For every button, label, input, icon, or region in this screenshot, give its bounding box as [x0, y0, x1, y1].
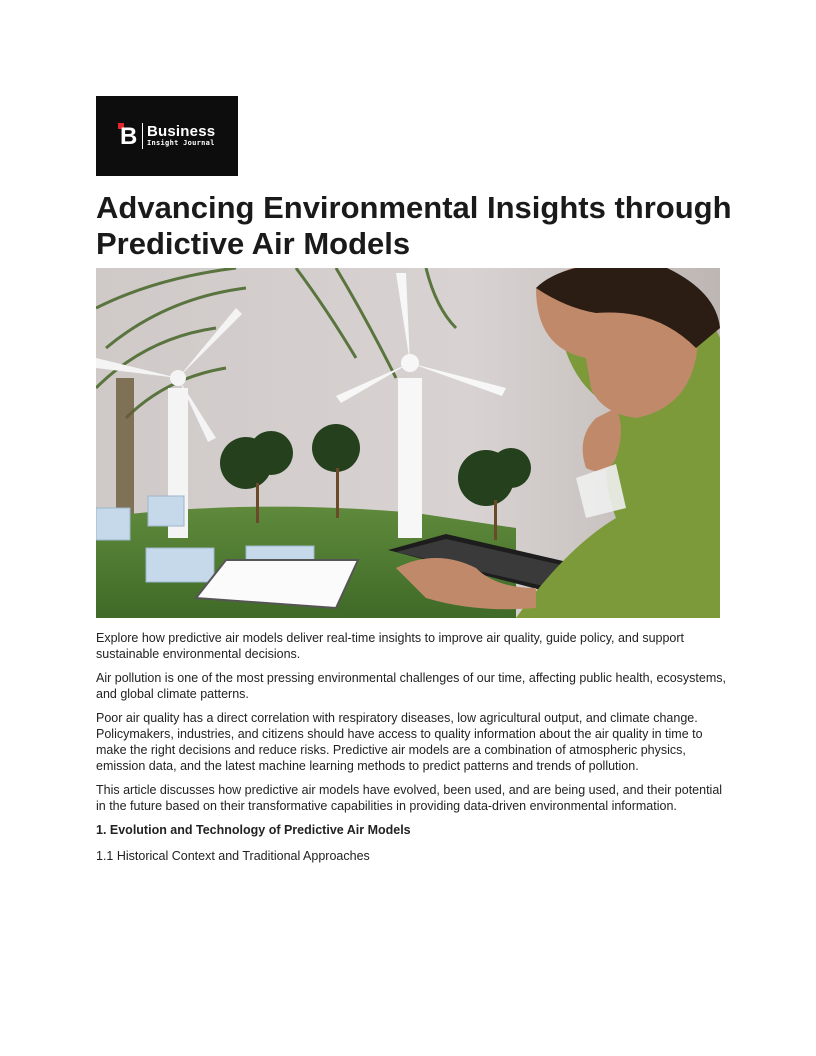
article-paragraph: Explore how predictive air models deliver real-time insights to improve air quality, guide policy, and support sustainable environmental decisions.	[96, 631, 685, 661]
logo-name-line2: Insight Journal	[147, 139, 215, 147]
article-body	[96, 630, 726, 872]
article-paragraph: Air pollution is one of the most pressing environmental challenges of our time, affecting public health, ecosystems, and global climate patterns.	[96, 671, 726, 701]
logo-divider	[142, 123, 143, 149]
wind-turbine-illustration	[96, 268, 720, 618]
article-paragraph: This article discusses how predictive air models have evolved, been used, and are being used, and their potential in the future based on their transformative capabilities in providing data-driven environmental information.	[96, 783, 723, 813]
logo-mark-icon: B	[120, 123, 138, 150]
article-title: Advancing Environmental Insights through Predictive Air Models	[96, 190, 732, 261]
article-paragraph: Poor air quality has a direct correlation with respiratory diseases, low agricultural output, and climate change. Policymakers, industries, and citizens should have access to quality information about the air quality in time to make the right decisions and reduce risks. Predictive air models are a combination of atmospheric physics, emission data, and the latest machine learning methods to predict patterns and trends of pollution.	[96, 711, 703, 773]
section-heading: 1. Evolution and Technology of Predictive Air Models	[96, 823, 411, 837]
hero-image	[96, 268, 720, 618]
logo-wordmark	[147, 124, 215, 148]
logo-name-line1: Business	[147, 123, 216, 140]
publication-logo	[96, 96, 238, 176]
subsection-heading: 1.1 Historical Context and Traditional Approaches	[96, 849, 370, 863]
